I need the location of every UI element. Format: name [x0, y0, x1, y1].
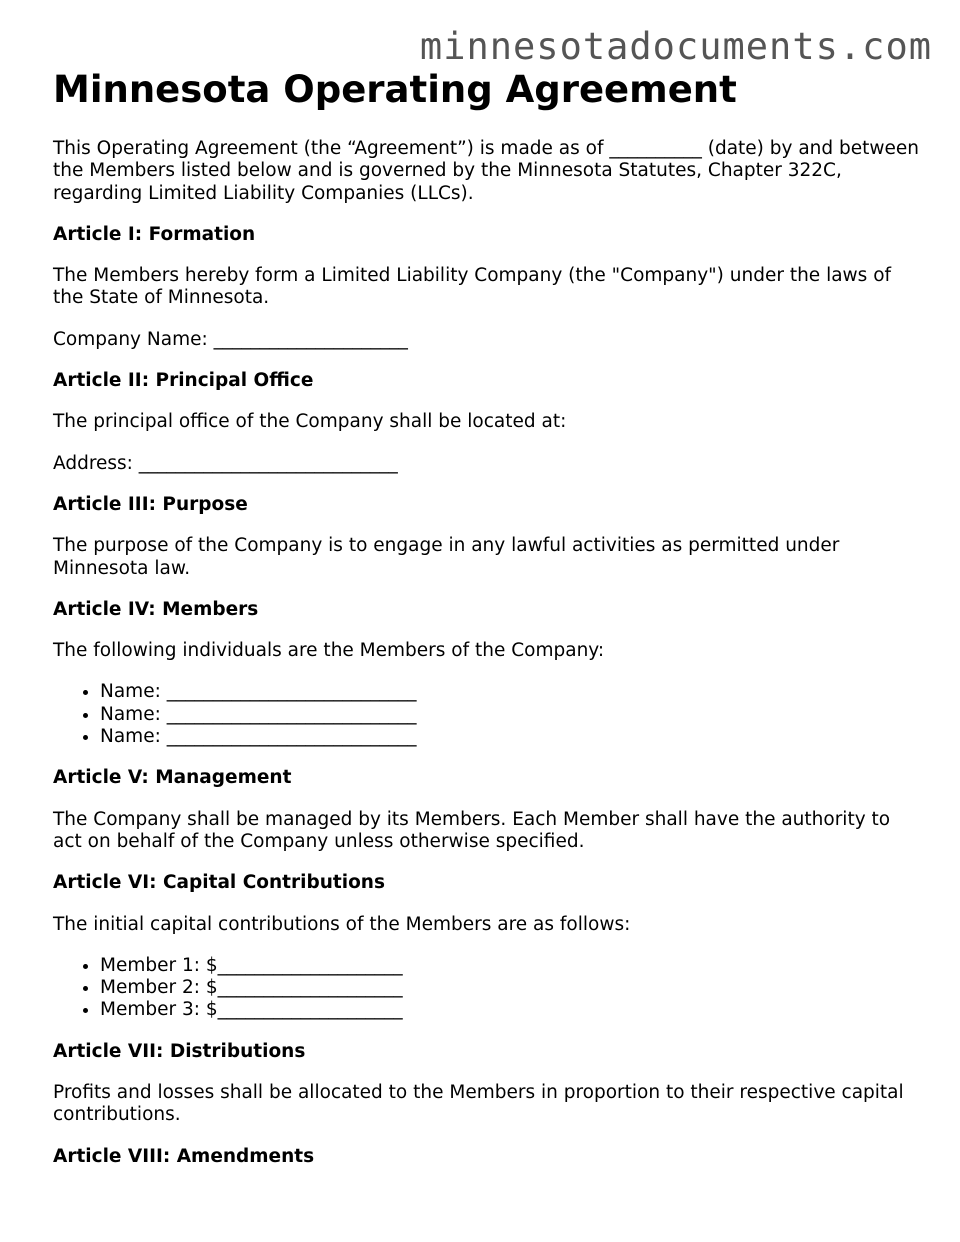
member-contribution-field: • Member 2: $____________________ [100, 977, 923, 999]
contributions-list [53, 955, 923, 1022]
article-1-heading: Article I: Formation [53, 223, 256, 245]
article-3-text: The purpose of the Company is to engage in any lawful activities as permitted under Minnesota law. [53, 535, 840, 579]
article-4-text: The following individuals are the Members of the Company: [53, 640, 605, 662]
article-5-text: The Company shall be managed by its Members. Each Member shall have the authority to act on behalf of the Company unless otherwise specified. [53, 808, 891, 852]
member-name-field: • Name: ___________________________ [100, 704, 923, 726]
article-2-heading: Article II: Principal Office [53, 370, 314, 392]
article-7-text: Profits and losses shall be allocated to the Members in proportion to their respective capital contributions. [53, 1082, 904, 1126]
members-list [53, 681, 923, 748]
site-watermark: minnesotadocuments.com [419, 25, 932, 68]
article-2-text: The principal office of the Company shall be located at: [53, 411, 567, 433]
company-name-field: Company Name: _____________________ [53, 328, 408, 350]
article-1-text: The Members hereby form a Limited Liability Company (the "Company") under the laws of the State of Minnesota. [53, 265, 892, 309]
article-7-heading: Article VII: Distributions [53, 1040, 306, 1062]
intro-paragraph: This Operating Agreement (the “Agreement”) is made as of __________ (date) by and between the Members listed below and is governed by the Minnesota Statutes, Chapter 322C, regarding Limited Liability Companies (LLCs). [53, 138, 920, 204]
address-field: Address: ____________________________ [53, 452, 398, 474]
member-name-field: • Name: ___________________________ [100, 726, 923, 748]
article-6-text: The initial capital contributions of the Members are as follows: [53, 913, 631, 935]
article-8-heading: Article VIII: Amendments [53, 1145, 315, 1167]
article-6-heading: Article VI: Capital Contributions [53, 872, 385, 894]
member-contribution-field: • Member 1: $____________________ [100, 955, 923, 977]
document-title: Minnesota Operating Agreement [53, 68, 737, 111]
member-contribution-field: • Member 3: $____________________ [100, 999, 923, 1021]
article-3-heading: Article III: Purpose [53, 493, 248, 515]
member-name-field: • Name: ___________________________ [100, 681, 923, 703]
article-5-heading: Article V: Management [53, 767, 292, 789]
article-4-heading: Article IV: Members [53, 598, 259, 620]
document-page [53, 68, 923, 1187]
